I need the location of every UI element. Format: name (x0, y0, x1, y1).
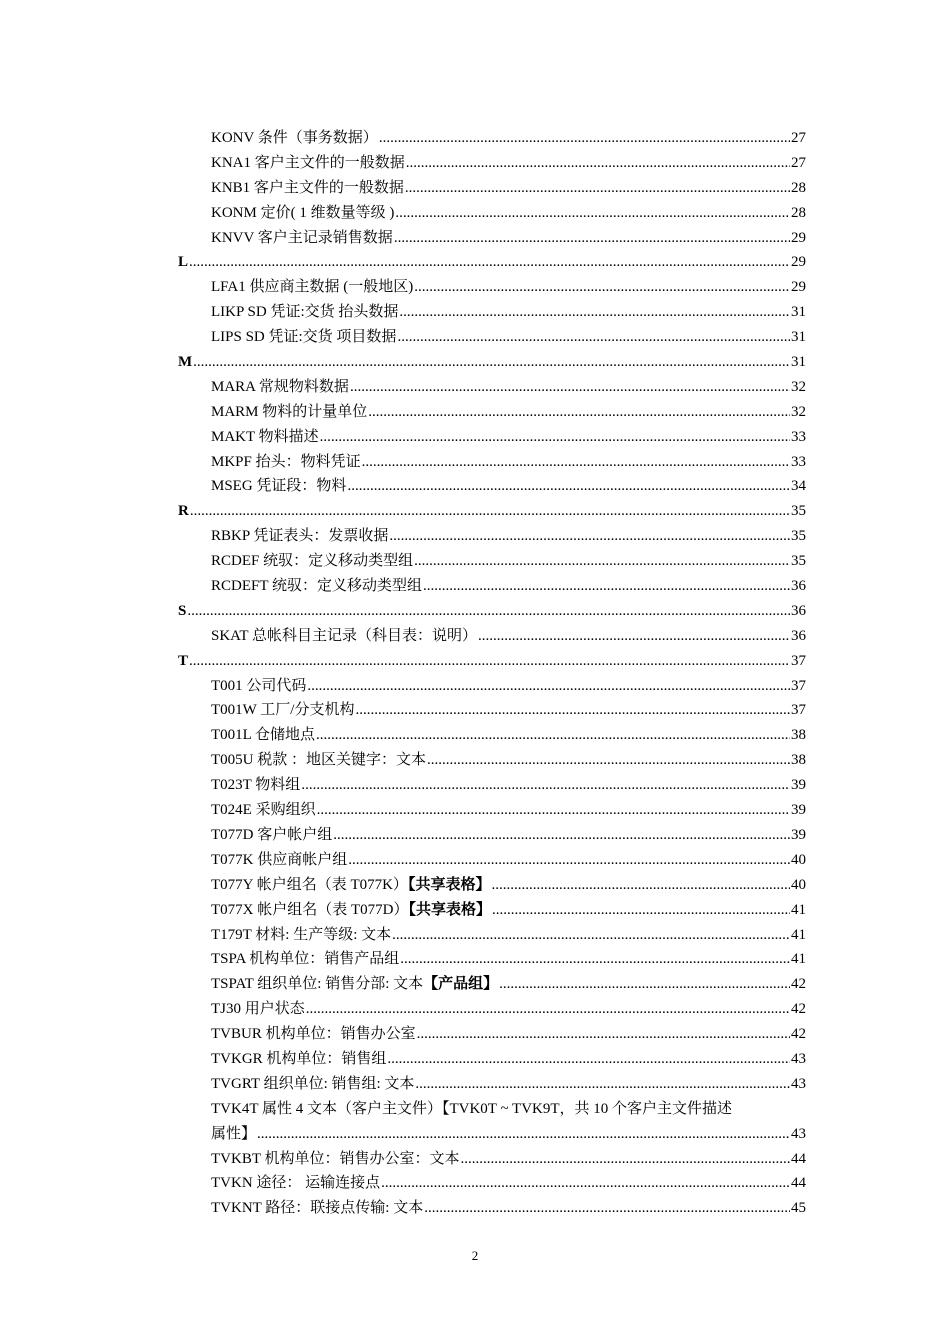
toc-entry[interactable] (178, 947, 806, 972)
toc-leader-dots (392, 923, 790, 948)
toc-page-number: 32 (791, 403, 806, 420)
toc-entry[interactable] (178, 698, 806, 723)
toc-entry-title (178, 499, 189, 524)
toc-entry-text: SKAT 总帐科目主记录（科目表：说明） (211, 627, 477, 644)
toc-page-number: 43 (791, 1075, 806, 1092)
toc-entry[interactable] (178, 1097, 806, 1122)
toc-leader-dots (499, 972, 790, 997)
toc-entry[interactable] (178, 674, 806, 699)
toc-page-number: 31 (791, 354, 806, 371)
toc-section-heading[interactable] (178, 250, 806, 275)
toc-entry-text: T077K 供应商帐户组 (211, 851, 348, 868)
toc-section-heading[interactable] (178, 350, 806, 375)
toc-entry-title (211, 972, 498, 997)
toc-entry[interactable] (178, 823, 806, 848)
toc-page-number: 44 (791, 1150, 806, 1167)
toc-entry-title (211, 325, 396, 350)
toc-leader-dots (190, 499, 790, 524)
toc-entry-text: MKPF 抬头：物料凭证 (211, 453, 361, 470)
toc-page-number: 37 (791, 677, 806, 694)
toc-leader-dots (394, 226, 790, 251)
toc-entry-text: T001W 工厂/分支机构 (211, 702, 355, 719)
toc-entry-title (178, 350, 192, 375)
toc-entry-title (178, 250, 188, 275)
toc-entry[interactable] (178, 923, 806, 948)
toc-entry-text: TVGRT 组织单位: 销售组: 文本 (211, 1075, 415, 1092)
toc-entry-text: T077Y 帐户组名（表 T077K） (211, 876, 408, 893)
toc-entry-text: RCDEF 统驭：定义移动类型组 (211, 553, 414, 570)
toc-entry-text: MSEG 凭证段：物料 (211, 478, 347, 495)
toc-entry-text: TJ30 用户状态 (211, 1001, 305, 1018)
toc-page-number: 38 (791, 752, 806, 769)
toc-leader-dots (257, 1122, 790, 1147)
toc-entry[interactable] (178, 400, 806, 425)
toc-entry-text: T005U 税款 ：地区关键字：文本 (211, 752, 426, 769)
toc-entry-text: RBKP 凭证表头：发票收据 (211, 528, 389, 545)
toc-page-number: 39 (791, 826, 806, 843)
toc-entry-text: RCDEFT 统驭：定义移动类型组 (211, 578, 422, 595)
toc-page-number: 41 (791, 901, 806, 918)
toc-entry-title (178, 649, 188, 674)
toc-entry[interactable] (178, 1022, 806, 1047)
toc-entry-text: TVKGR 机构单位：销售组 (211, 1050, 387, 1067)
toc-entry[interactable] (178, 748, 806, 773)
toc-page-number: 41 (791, 951, 806, 968)
toc-leader-dots (362, 450, 790, 475)
toc-entry[interactable] (178, 1072, 806, 1097)
toc-leader-dots (424, 1196, 790, 1221)
toc-entry-text: T179T 材料: 生产等级: 文本 (211, 926, 392, 943)
toc-page-number: 37 (791, 702, 806, 719)
toc-page-number: 27 (791, 154, 806, 171)
toc-entry[interactable] (178, 1147, 806, 1172)
toc-section-heading[interactable] (178, 599, 806, 624)
toc-entry[interactable] (178, 126, 806, 151)
toc-leader-dots (414, 275, 790, 300)
toc-page-number: 36 (791, 627, 806, 644)
toc-page-number: 44 (791, 1175, 806, 1192)
toc-entry-bold-note: 【产品组】 (423, 976, 499, 993)
toc-entry-title: TVK4T 属性 4 文本（客户主文件）【TVK0T ~ TVK9T，共 10 个客户主文件描述 (211, 1100, 733, 1117)
toc-entry[interactable] (178, 176, 806, 201)
toc-entry[interactable] (178, 1171, 806, 1196)
toc-page-number: 33 (791, 428, 806, 445)
toc-section-letter: L (178, 254, 189, 271)
toc-entry[interactable] (178, 1196, 806, 1221)
toc-section-heading[interactable] (178, 649, 806, 674)
toc-leader-dots (492, 898, 790, 923)
toc-entry-title (211, 923, 391, 948)
toc-section-letter: M (178, 354, 193, 371)
toc-leader-dots (368, 400, 790, 425)
toc-entry-text: LIPS SD 凭证:交货 项目数据 (211, 329, 397, 346)
toc-page-number: 43 (791, 1125, 806, 1142)
toc-entry[interactable] (178, 972, 806, 997)
toc-page-number: 39 (791, 802, 806, 819)
toc-leader-dots (491, 873, 790, 898)
toc-entry-text: T024E 采购组织 (211, 802, 316, 819)
toc-page-number: 36 (791, 578, 806, 595)
toc-page-number: 36 (791, 602, 806, 619)
toc-entry-bold-note: 【共享表格】 (407, 876, 491, 893)
toc-page-number: 38 (791, 727, 806, 744)
toc-leader-dots (379, 126, 790, 151)
toc-entry[interactable] (178, 474, 806, 499)
toc-entry-title (211, 450, 361, 475)
toc-entry-title (211, 1171, 380, 1196)
toc-entry[interactable] (178, 873, 806, 898)
toc-entry[interactable] (178, 624, 806, 649)
toc-entry-text: TVBUR 机构单位：销售办公室 (211, 1026, 416, 1043)
toc-entry-text: TVKBT 机构单位：销售办公室：文本 (211, 1150, 460, 1167)
toc-entry-title (211, 126, 378, 151)
toc-entry-title (211, 723, 315, 748)
toc-entry-text: T001L 仓储地点 (211, 727, 316, 744)
toc-page-number: 33 (791, 453, 806, 470)
toc-entry-title (211, 798, 316, 823)
toc-page-number: 27 (791, 130, 806, 146)
toc-page-number: 28 (791, 204, 806, 221)
toc-entry-text: TSPAT 组织单位: 销售分部: 文本 (211, 976, 424, 993)
toc-entry[interactable] (178, 723, 806, 748)
toc-entry-text: LIKP SD 凭证:交货 抬头数据 (211, 304, 399, 321)
toc-entry-title (211, 549, 413, 574)
toc-entry[interactable] (178, 300, 806, 325)
toc-entry-title-continuation: 属性】 (211, 1125, 257, 1142)
toc-entry[interactable] (178, 798, 806, 823)
toc-entry-title (211, 226, 393, 251)
toc-leader-dots (478, 624, 790, 649)
toc-section-heading[interactable] (178, 499, 806, 524)
toc-leader-dots (427, 748, 790, 773)
toc-leader-dots (301, 773, 790, 798)
toc-page-number: 39 (791, 777, 806, 794)
toc-entry-title (211, 524, 388, 549)
toc-leader-dots (317, 798, 790, 823)
toc-leader-dots (187, 599, 790, 624)
toc-entry-text: KNB1 客户主文件的一般数据 (211, 179, 404, 196)
toc-entry-text: MARA 常规物料数据 (211, 378, 349, 395)
toc-leader-dots (405, 176, 790, 201)
toc-entry[interactable] (178, 524, 806, 549)
toc-leader-dots (395, 201, 790, 226)
toc-entry[interactable] (178, 1047, 806, 1072)
toc-leader-dots (381, 1171, 790, 1196)
toc-entry-title (211, 1047, 386, 1072)
toc-leader-dots (193, 350, 790, 375)
toc-entry-continuation[interactable] (178, 1122, 806, 1147)
toc-leader-dots (320, 425, 790, 450)
toc-entry-title (211, 425, 319, 450)
toc-leader-dots (316, 723, 790, 748)
toc-leader-dots (406, 151, 790, 176)
toc-entry[interactable] (178, 997, 806, 1022)
toc-entry-title (211, 176, 404, 201)
toc-page-number: 34 (791, 478, 806, 495)
toc-entry[interactable] (178, 574, 806, 599)
toc-entry[interactable] (178, 375, 806, 400)
toc-page-number: 42 (791, 1026, 806, 1043)
toc-leader-dots (415, 1072, 790, 1097)
toc-entry-title (211, 947, 399, 972)
toc-entry-title (211, 375, 349, 400)
toc-entry-title (211, 773, 300, 798)
toc-leader-dots (460, 1147, 790, 1172)
toc-entry-title (211, 748, 426, 773)
toc-page-number: 35 (791, 503, 806, 520)
toc-section-letter: T (178, 652, 189, 669)
toc-entry-title (211, 574, 422, 599)
toc-entry[interactable] (178, 773, 806, 798)
toc-page-number: 41 (791, 926, 806, 943)
toc-leader-dots (387, 1047, 790, 1072)
toc-entry-text: TVKNT 路径：联接点传输: 文本 (211, 1200, 424, 1217)
toc-entry-text: T077D 客户帐户组 (211, 826, 333, 843)
toc-leader-dots (389, 524, 790, 549)
toc-leader-dots (307, 674, 790, 699)
toc-page-number: 32 (791, 378, 806, 395)
toc-entry-text: LFA1 供应商主数据 (一般地区) (211, 279, 414, 296)
toc-entry-title (211, 698, 354, 723)
toc-entry[interactable] (178, 450, 806, 475)
toc-entry-title (211, 201, 394, 226)
toc-entry-title (211, 474, 346, 499)
toc-page-number: 28 (791, 179, 806, 196)
toc-entry-text: KONM 定价( 1 维数量等级 ) (211, 204, 395, 221)
toc-section-letter: R (178, 503, 189, 520)
toc-entry-title (211, 848, 347, 873)
toc-leader-dots (189, 649, 790, 674)
toc-page-number: 45 (791, 1200, 806, 1217)
toc-page-number: 42 (791, 976, 806, 993)
toc-page-number: 42 (791, 1001, 806, 1018)
toc-leader-dots (347, 474, 790, 499)
toc-entry-title (211, 624, 477, 649)
toc-leader-dots (423, 574, 790, 599)
toc-entry[interactable] (178, 898, 806, 923)
toc-entry-title (211, 674, 306, 699)
table-of-contents (178, 126, 806, 1221)
toc-section-letter: S (178, 602, 187, 619)
toc-page-number: 40 (791, 851, 806, 868)
toc-entry-text: KNVV 客户主记录销售数据 (211, 229, 393, 246)
toc-entry[interactable] (178, 425, 806, 450)
toc-entry-text: MAKT 物料描述 (211, 428, 319, 445)
toc-leader-dots (414, 549, 790, 574)
toc-entry[interactable] (178, 549, 806, 574)
toc-entry[interactable] (178, 275, 806, 300)
toc-entry-text: T077X 帐户组名（表 T077D） (211, 901, 409, 918)
toc-leader-dots (399, 300, 790, 325)
toc-leader-dots (397, 325, 790, 350)
toc-entry-title (211, 997, 305, 1022)
toc-entry-text: KONV 条件（事务数据） (211, 130, 378, 146)
toc-entry-title (211, 873, 490, 898)
toc-entry-title (211, 1196, 423, 1221)
toc-leader-dots (306, 997, 790, 1022)
toc-entry-title (211, 1147, 459, 1172)
toc-entry-title (211, 1072, 414, 1097)
toc-entry[interactable] (178, 201, 806, 226)
toc-entry[interactable] (178, 848, 806, 873)
toc-entry-title (211, 275, 413, 300)
toc-page-number: 35 (791, 528, 806, 545)
toc-entry-text: T001 公司代码 (211, 677, 307, 694)
toc-page-number: 37 (791, 652, 806, 669)
toc-entry-title (211, 400, 367, 425)
toc-entry-text: T023T 物料组 (211, 777, 301, 794)
toc-leader-dots (333, 823, 790, 848)
toc-page-number: 31 (791, 329, 806, 346)
toc-entry-title (211, 823, 332, 848)
toc-page-number: 40 (791, 876, 806, 893)
toc-leader-dots (348, 848, 790, 873)
toc-leader-dots (400, 947, 790, 972)
toc-entry-text: TVKN 途径： 运输连接点 (211, 1175, 381, 1192)
toc-entry-title (211, 151, 405, 176)
toc-page-number: 43 (791, 1050, 806, 1067)
toc-leader-dots (189, 250, 790, 275)
toc-entry-title (211, 898, 491, 923)
toc-page-number: 29 (791, 229, 806, 246)
toc-entry-title (211, 300, 398, 325)
toc-entry-text: TSPA 机构单位：销售产品组 (211, 951, 400, 968)
toc-entry-title (211, 1022, 416, 1047)
toc-leader-dots (355, 698, 790, 723)
toc-leader-dots (417, 1022, 790, 1047)
toc-page-number: 29 (791, 279, 806, 296)
toc-entry[interactable] (178, 151, 806, 176)
toc-leader-dots (350, 375, 790, 400)
toc-entry-text: MARM 物料的计量单位 (211, 403, 368, 420)
toc-entry[interactable] (178, 325, 806, 350)
page-number: 2 (471, 1248, 479, 1263)
toc-entry-text: KNA1 客户主文件的一般数据 (211, 154, 405, 171)
toc-entry[interactable] (178, 226, 806, 251)
toc-page-number: 35 (791, 553, 806, 570)
toc-entry-title (178, 599, 186, 624)
toc-page-number: 31 (791, 304, 806, 321)
toc-page-number: 29 (791, 254, 806, 271)
toc-entry-bold-note: 【共享表格】 (408, 901, 492, 918)
